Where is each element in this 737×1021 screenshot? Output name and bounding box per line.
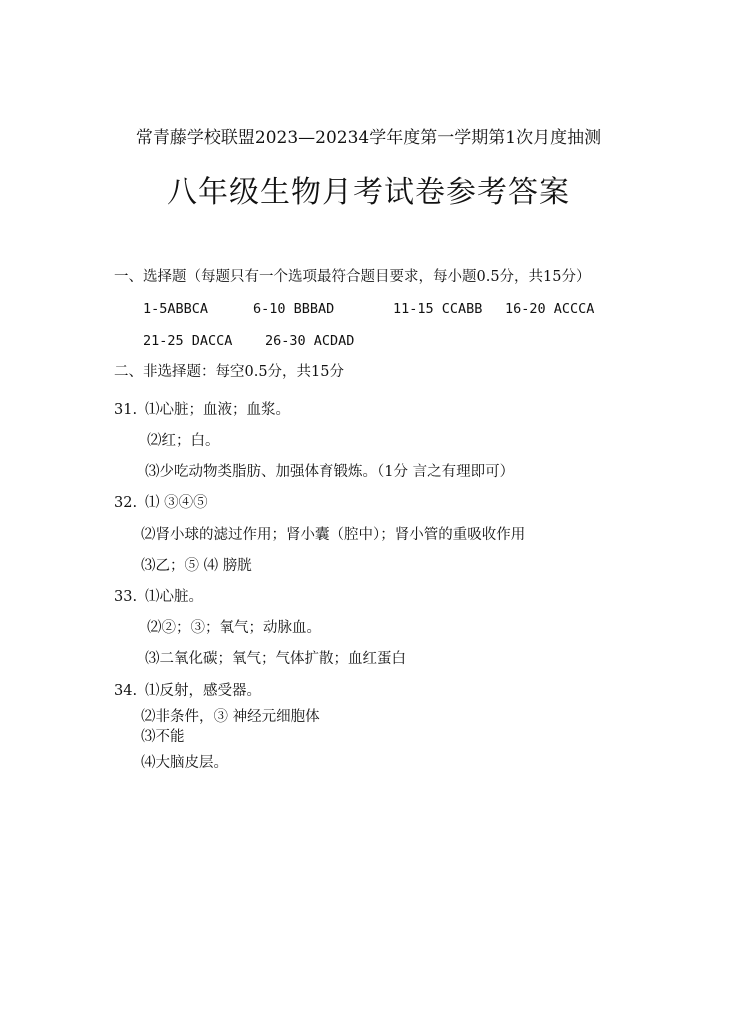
q34-answer-4: ⑷大脑皮层。 (141, 755, 228, 771)
answer-group-11-15: 11-15 CCABB (393, 301, 483, 317)
q32-answer-3: ⑶乙；⑤ ⑷ 膀胱 (141, 558, 252, 574)
answer-group-26-30: 26-30 ACDAD (265, 333, 355, 349)
q33-number: 33. (114, 589, 138, 605)
q33-answer-1: ⑴心脏。 (145, 589, 203, 605)
q31-answer-3: ⑶少吃动物类脂肪、加强体育锻炼。（1分 言之有理即可） (145, 464, 515, 480)
q34-number: 34. (114, 683, 138, 699)
q32-number: 32. (114, 495, 138, 511)
section1-heading: 一、选择题（每题只有一个选项最符合题目要求，每小题0.5分，共15分） (114, 269, 591, 285)
q34-answer-1: ⑴反射，感受器。 (145, 683, 261, 699)
answer-group-1-5: 1-5ABBCA (143, 301, 209, 317)
answer-group-21-25: 21-25 DACCA (143, 333, 233, 349)
q34-answer-3: ⑶不能 (141, 729, 185, 745)
q31-number: 31. (114, 402, 138, 418)
q31-answer-1: ⑴心脏；血液；血浆。 (145, 402, 290, 418)
subtitle: 常青藤学校联盟2023—20234学年度第一学期第1次月度抽测 (135, 128, 602, 148)
q33-answer-3: ⑶二氧化碳；氧气；气体扩散；血红蛋白 (145, 651, 406, 667)
answer-group-6-10: 6-10 BBBAD (253, 301, 335, 317)
q31-answer-2: ⑵红；白。 (147, 433, 220, 449)
answer-group-16-20: 16-20 ACCCA (505, 301, 595, 317)
q32-answer-1: ⑴ ③④⑤ (145, 495, 208, 511)
q33-answer-2: ⑵②；③；氧气；动脉血。 (147, 620, 321, 636)
page-title: 八年级生物月考试卷参考答案 (167, 175, 570, 210)
section2-heading: 二、非选择题：每空0.5分，共15分 (114, 364, 345, 380)
q34-answer-2: ⑵非条件，③ 神经元细胞体 (141, 709, 320, 725)
q32-answer-2: ⑵肾小球的滤过作用；肾小囊（腔中）；肾小管的重吸收作用 (141, 527, 526, 543)
